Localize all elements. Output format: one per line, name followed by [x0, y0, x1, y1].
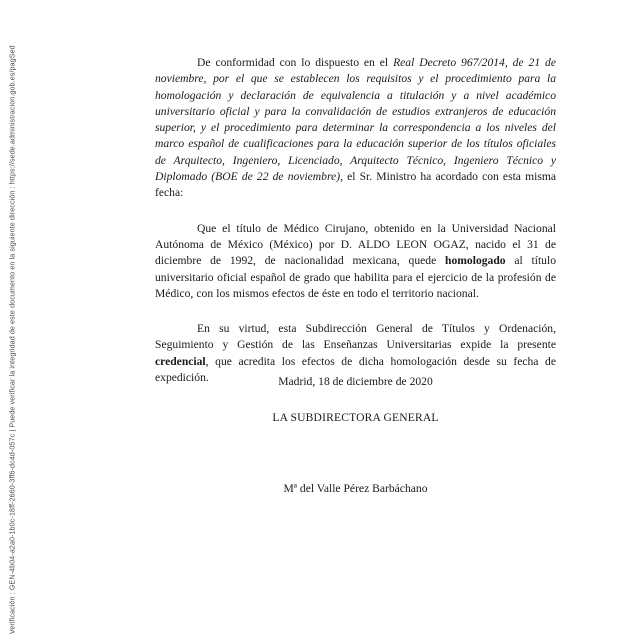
verification-code-text: Verificación : GEN-4b04-a2a0-1b0c-18ff-2660-3ff6-dc4d-057c | Puede verificar la integridad de este documento en la siguiente dirección : https://sede.administracion.gob.es/pagSed: [8, 45, 17, 634]
paragraph-2-segment-1: Que el título de Médico Cirujano, obtenido en la Universidad Nacional Autónoma de México (México) por D. ALDO LEON OGAZ, nacido el 31 de diciembre de 1992, de nacionalidad mexicana, quede: [155, 221, 556, 268]
place-and-date: Madrid, 18 de diciembre de 2020: [278, 375, 433, 388]
verification-strip: [0, 0, 26, 640]
paragraph-3-segment-3: , que acredita los efectos de dicha homologación desde su fecha de expedición.: [155, 354, 556, 385]
paragraph-homologation-resolution: [155, 221, 556, 302]
signer-title: LA SUBDIRECTORA GENERAL: [272, 411, 439, 425]
paragraph-2-homologado-emphasis: homologado: [445, 254, 506, 268]
signature-block: [155, 374, 556, 495]
paragraph-legal-basis: [155, 55, 556, 202]
paragraph-1-segment-1: De conformidad con lo dispuesto en el: [197, 56, 394, 69]
document-body: [155, 55, 556, 386]
paragraph-1-royal-decree-citation: Real Decreto 967/2014, de 21 de noviembre, por el que se establecen los requisitos y el procedimiento para la homologación y declaración de equivalencia a titulación y a nivel académico universitario oficial y para la convalidación de estudios extranjeros de educación superior, y el procedimiento para determinar la correspondencia a los niveles del marco español de cualificaciones para la educación superior de los títulos oficiales de Arquitecto, Ingeniero, Licenciado, Arquitecto Técnico, Ingeniero Técnico y Diplomado (BOE de 22 de noviembre): [155, 56, 556, 184]
paragraph-3-segment-1: En su virtud, esta Subdirección General de Títulos y Ordenación, Seguimiento y Gestión de las Enseñanzas Universitarias expide la presente: [155, 322, 556, 352]
paragraph-2-segment-3: al título universitario oficial español de grado que habilita para el ejercicio de la profesión de Médico, con los mismos efectos de éste en todo el territorio nacional.: [155, 254, 557, 300]
paragraph-3-credencial-emphasis: credencial: [155, 354, 206, 368]
paragraph-1-segment-3: , el Sr. Ministro ha acordado con esta misma fecha:: [155, 170, 557, 200]
signer-name: Mª del Valle Pérez Barbáchano: [283, 482, 428, 495]
